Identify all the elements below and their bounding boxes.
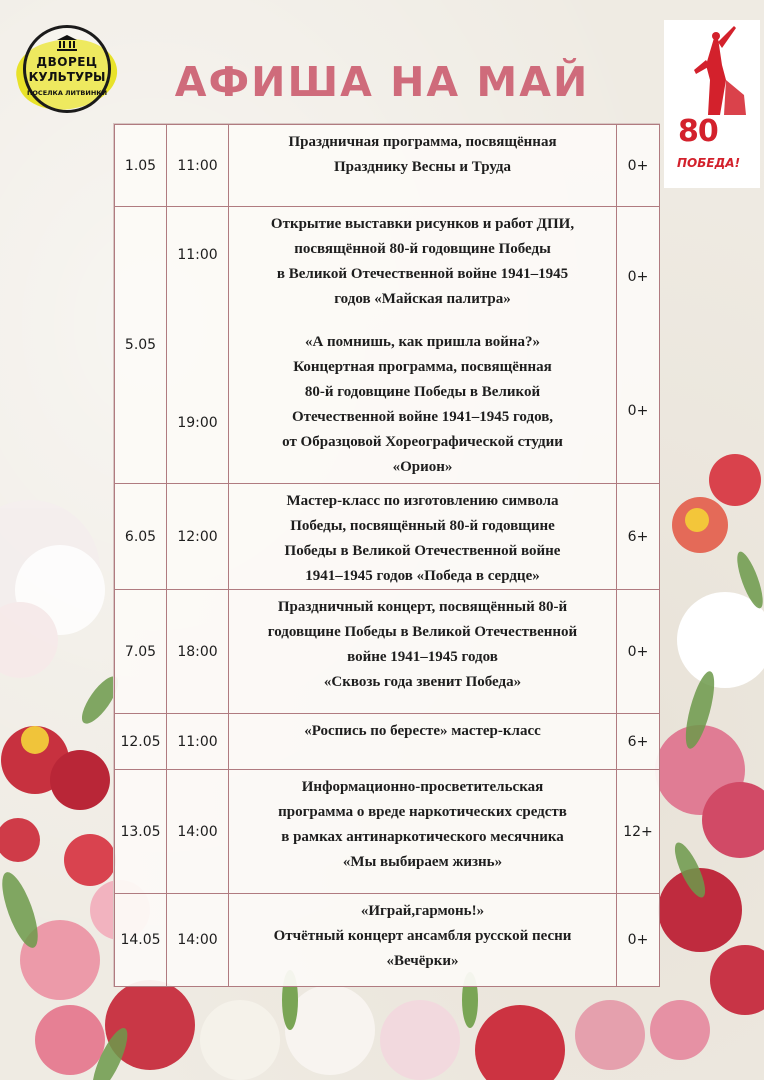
event-age: 6+ (617, 484, 660, 590)
logo-line-2: КУЛЬТУРЫ (28, 70, 106, 84)
event-time: 11:00 (167, 714, 229, 770)
pobeda-number: 80 (678, 114, 718, 149)
event-time-2: 19:00 (177, 415, 218, 431)
table-row (115, 714, 660, 770)
pobeda-word: ПОБЕДА! (677, 156, 741, 170)
event-age: 0+ (617, 894, 660, 987)
right-flowers (650, 454, 764, 1060)
left-red-flowers (0, 726, 116, 886)
left-white-flower (0, 500, 105, 678)
table-row (115, 590, 660, 714)
page-title: АФИША НА МАЙ (174, 58, 590, 106)
event-date: 6.05 (115, 484, 167, 590)
event-age-2: 0+ (627, 403, 649, 419)
event-date: 12.05 (115, 714, 167, 770)
table-row (115, 207, 660, 484)
event-age: 12+ (617, 770, 660, 894)
event-description: «Играй,гармонь!» Отчётный концерт ансамбля русской песни «Вечёрки» (229, 894, 617, 987)
logo-line-1: ДВОРЕЦ (36, 55, 98, 69)
table-row (115, 484, 660, 590)
table-row (115, 894, 660, 987)
event-age: 6+ (617, 714, 660, 770)
event-date: 1.05 (115, 125, 167, 207)
event-time: 14:00 (167, 770, 229, 894)
event-date: 13.05 (115, 770, 167, 894)
event-age: 0+ (627, 269, 649, 285)
event-age-cell (617, 207, 660, 484)
table-row (115, 125, 660, 207)
event-time: 12:00 (167, 484, 229, 590)
building-icon (57, 35, 77, 51)
event-description: Праздничная программа, посвящённая Празднику Весны и Труда (229, 125, 617, 207)
event-time: 11:00 (167, 125, 229, 207)
event-age: 0+ (617, 125, 660, 207)
event-description: Информационно-просветительская программа о вреде наркотических средств в рамках антинаркотического месячника «Мы выбираем жизнь» (229, 770, 617, 894)
event-time: 18:00 (167, 590, 229, 714)
event-description: Открытие выставки рисунков и работ ДПИ, посвящённой 80-й годовщине Победы в Великой Отечественной войне 1941–1945 годов «Майская палитра» «А помнишь, как пришла война?» Концертная программа, посвящённая 80-й годовщине Победы в Великой Отечественной войне 1941–1945 годов, от Образцовой Хореографической студии «Орион» (229, 207, 617, 484)
event-description: Праздничный концерт, посвящённый 80-й годовщине Победы в Великой Отечественной войне 1941–1945 годов «Сквозь года звенит Победа» (229, 590, 617, 714)
pobeda-80-logo (664, 20, 760, 188)
event-time: 14:00 (167, 894, 229, 987)
event-date: 7.05 (115, 590, 167, 714)
logo-line-3: ПОСЕЛКА ЛИТВИНКИ (26, 89, 108, 97)
event-time-cell (167, 207, 229, 484)
event-description: «Роспись по бересте» мастер-класс (229, 714, 617, 770)
table-row (115, 770, 660, 894)
event-age: 0+ (617, 590, 660, 714)
event-date: 5.05 (115, 207, 167, 484)
motherland-statue-icon (664, 20, 760, 120)
event-time: 11:00 (177, 247, 218, 263)
schedule-table (114, 124, 659, 986)
event-date: 14.05 (115, 894, 167, 987)
event-description: Мастер-класс по изготовлению символа Победы, посвящённый 80-й годовщине Победы в Великой Отечественной войне 1941–1945 годов «Победа в сердце» (229, 484, 617, 590)
